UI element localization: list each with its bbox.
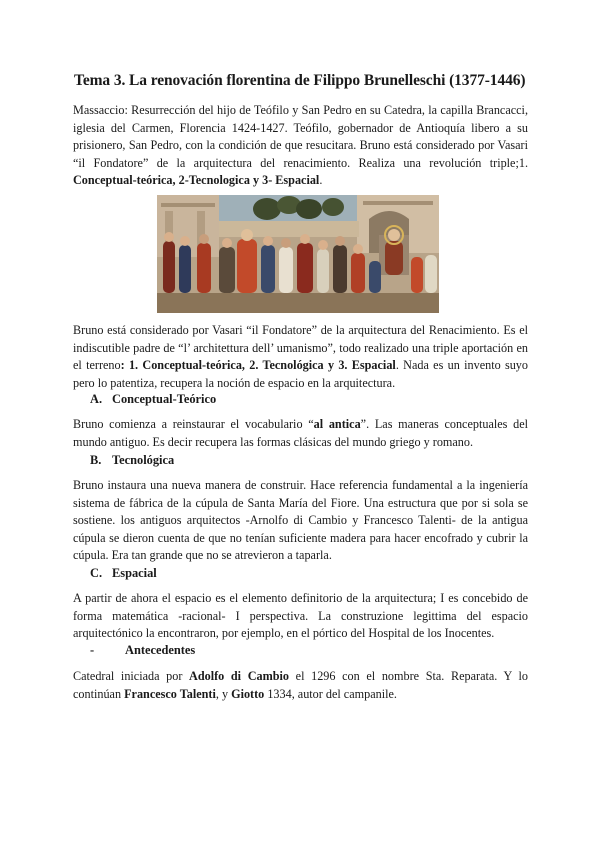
- section-a-title: Conceptual-Teórico: [112, 392, 217, 406]
- intro-text: Massaccio: Resurrección del hijo de Teófilo y San Pedro en su Catedra, la capilla Brancacci, iglesia del Carmen, Florencia 1424-1427. Teófilo, gobernador de Antioquía libero a su prisionero, San Pedro, con la condición de que resucitara. Bruno está considerado por Vasari “il Fondatore” de la arquitectura del renacimiento. Realiza una revolución triple;1.: [73, 103, 528, 170]
- summary-text: Bruno está considerado por Vasari “il Fondatore” de la arquitectura del Renacimiento. Es el indiscutible padre de “l’ architettura dell’ umanismo”, todo realizado una triple aportación en el terreno: [73, 323, 528, 373]
- antecedentes-t3: , y: [215, 686, 232, 701]
- summary-end: . Nada es un invento suyo pero lo patentiza, recupera la noción de espacio en la arquitectura.: [73, 358, 528, 390]
- antecedentes-bullet: -: [90, 643, 95, 657]
- intro-paragraph: [73, 102, 528, 190]
- section-b-heading: [90, 453, 174, 468]
- section-a-text-before: Bruno comienza a reinstaurar el vocabulario “: [73, 417, 314, 431]
- antecedentes-b2: Francesco Talenti: [124, 686, 216, 701]
- intro-bold: Conceptual-teórica, 2-Tecnologica y 3- Espacial: [73, 173, 320, 188]
- antecedentes-b3: Giotto: [231, 686, 265, 701]
- summary-bold: : 1. Conceptual-teórica, 2. Tecnológica y 3. Espacial: [120, 358, 396, 373]
- section-a-text-after: ”. Las maneras conceptuales del mundo antiguo. Es decir recupera las formas clásicas del mundo griego y romano.: [73, 417, 528, 449]
- section-a-paragraph: [73, 416, 528, 451]
- antecedentes-t2: el 1296 con el nombre Sta. Reparata. Y lo continúan: [73, 669, 528, 701]
- page-title: Tema 3. La renovación florentina de Filippo Brunelleschi (1377-1446): [74, 72, 526, 89]
- section-b-title: Tecnológica: [112, 453, 175, 467]
- section-c-title: Espacial: [112, 566, 157, 580]
- section-b-label: B.: [90, 453, 102, 467]
- antecedentes-heading: [90, 643, 195, 658]
- section-c-label: C.: [90, 566, 103, 580]
- section-a-bold: al antica: [313, 417, 361, 431]
- intro-end: .: [319, 173, 323, 188]
- antecedentes-t1: Catedral iniciada por: [73, 669, 190, 683]
- summary-paragraph: [73, 322, 528, 392]
- section-a-label: A.: [90, 392, 103, 406]
- section-a-heading: [90, 392, 216, 407]
- antecedentes-title: Antecedentes: [125, 643, 196, 657]
- antecedentes-b1: Adolfo di Cambio: [189, 669, 290, 683]
- section-c-paragraph: A partir de ahora el espacio es el elemento definitorio de la arquitectura; I es concebido de forma matemática -racional- I perspectiva. La construzione legittima del espacio arquitectónico la encontraron, por ejemplo, en el pórtico del Hospital de los Inocentes.: [73, 591, 528, 641]
- section-b-paragraph: Bruno instaura una nueva manera de construir. Hace referencia fundamental a la ingeniería sistema de fábrica de la cúpula de Santa María del Fiore. Una estructura que por si sola se sostiene. los antiguos arquitectos -Arnolfo di Cambio y Francesco Talenti- de la antigua cúpula se dieron cuenta de que no tenían suficiente madera para hacer encofrado y cubrir la cúpula. Era tan grande que no se atrevieron a taparla.: [73, 478, 528, 563]
- fresco-image: [157, 195, 439, 313]
- antecedentes-t4: 1334, autor del campanile.: [264, 686, 397, 701]
- antecedentes-paragraph: [73, 668, 528, 703]
- section-c-heading: [90, 566, 157, 581]
